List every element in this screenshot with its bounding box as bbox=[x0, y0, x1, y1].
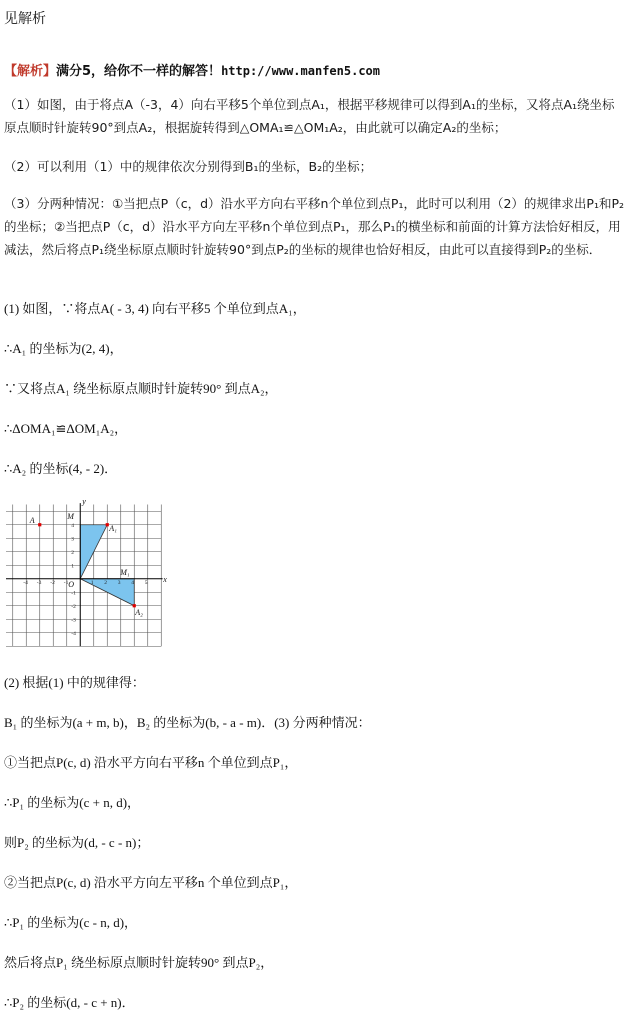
solution-line-2: ∴A₁ 的坐标为(2, 4)， bbox=[4, 341, 123, 356]
solution-line-6: (2) 根据(1) 中的规律得： bbox=[4, 675, 145, 690]
analysis-heading bbox=[4, 60, 380, 79]
point-label: M bbox=[67, 511, 74, 521]
x-tick-label: -4 bbox=[23, 579, 28, 586]
solution-line-11: ②当把点P(c, d) 沿水平方向左平移n 个单位到点P₁， bbox=[4, 875, 298, 890]
x-tick-label: 1 bbox=[90, 579, 94, 586]
y-axis-label: y bbox=[82, 496, 86, 506]
x-tick-label: -1 bbox=[63, 579, 69, 586]
solution-line-7: B₁ 的坐标为(a + m, b)，B₂ 的坐标为(b, - a - m)．(3) 分两种情况： bbox=[4, 715, 371, 730]
analysis-paragraph-1: （1）如图，由于将点A（-3，4）向右平移5个单位到点A₁，根据平移规律可以得到A₁的坐标，又将点A₁绕坐标原点顺时针旋转90°到点A₂，根据旋转得到△OMA₁≌△OM₁A₂，由此就可以确定A₂的坐标； bbox=[4, 97, 615, 135]
answer-brief: 见解析 bbox=[4, 11, 46, 27]
analysis-paragraph-2: （2）可以利用（1）中的规律依次分别得到B₁的坐标，B₂的坐标； bbox=[4, 159, 373, 174]
x-tick-label: 4 bbox=[131, 579, 134, 586]
solution-line-14: ∴P₂ 的坐标(d, - c + n)． bbox=[4, 995, 135, 1010]
point-label: M₁ bbox=[120, 567, 130, 577]
x-tick-label: -2 bbox=[50, 579, 55, 586]
solution-line-5: ∴A₂ 的坐标(4, - 2)． bbox=[4, 461, 118, 476]
x-tick-label: 2 bbox=[104, 579, 107, 586]
y-tick-label: 3 bbox=[71, 536, 74, 543]
point-label: A₁ bbox=[109, 523, 117, 533]
solution-line-12: ∴P₁ 的坐标为(c - n, d)， bbox=[4, 915, 138, 930]
solution-line-9: ∴P₁ 的坐标为(c + n, d)， bbox=[4, 795, 141, 810]
solution-line-3: ∵又将点A₁ 绕坐标原点顺时针旋转90° 到点A₂， bbox=[4, 381, 278, 396]
solution-line-8: ①当把点P(c, d) 沿水平方向右平移n 个单位到点P₁， bbox=[4, 755, 298, 770]
point-label: A bbox=[29, 515, 35, 525]
x-tick-label: 3 bbox=[117, 579, 121, 586]
x-tick-label: -3 bbox=[36, 579, 42, 586]
y-tick-label: -1 bbox=[71, 590, 76, 597]
analysis-bracket-label: 【解析】 bbox=[4, 64, 57, 79]
y-tick-label: -4 bbox=[71, 630, 76, 637]
y-tick-label: 4 bbox=[71, 522, 74, 529]
solution-line-10: 则P₂ 的坐标为(d, - c - n)； bbox=[4, 835, 150, 850]
analysis-paragraph-3: （3）分两种情况：①当把点P（c，d）沿水平方向右平移n个单位到点P₁，此时可以利用（2）的规律求出P₁和P₂的坐标；②当把点P（c，d）沿水平方向左平移n个单位到点P₁，那么P₁的横坐标和前面的计算方法恰好相反，用减法，然后将点P₁绕坐标原点顺时针旋转90°到点P₂的坐标的规律也恰好相反，由此可以直接得到P₂的坐标． bbox=[4, 196, 625, 257]
point-label: A₂ bbox=[135, 607, 143, 617]
coordinate-figure bbox=[4, 494, 167, 652]
y-tick-label: 2 bbox=[71, 549, 74, 556]
solution-line-13: 然后将点P₁ 绕坐标原点顺时针旋转90° 到点P₂， bbox=[4, 955, 274, 970]
y-tick-label: -3 bbox=[71, 617, 76, 624]
x-tick-label: 5 bbox=[144, 579, 148, 586]
point-label: O bbox=[68, 579, 75, 589]
site-url[interactable]: http://www.manfen5.com bbox=[221, 64, 381, 78]
solution-line-4: ∴ΔOMA₁≌ΔOM₁A₂， bbox=[4, 421, 128, 436]
x-axis-label: x bbox=[163, 574, 167, 584]
y-tick-label: -2 bbox=[71, 603, 76, 610]
y-tick-label: 1 bbox=[71, 563, 74, 570]
point-marker bbox=[38, 523, 41, 526]
site-slogan: 满分5，给你不一样的解答！ bbox=[56, 64, 222, 79]
solution-line-1: (1) 如图，∵将点A( - 3, 4) 向右平移5 个单位到点A₁， bbox=[4, 301, 306, 316]
figure-labels bbox=[29, 497, 168, 617]
